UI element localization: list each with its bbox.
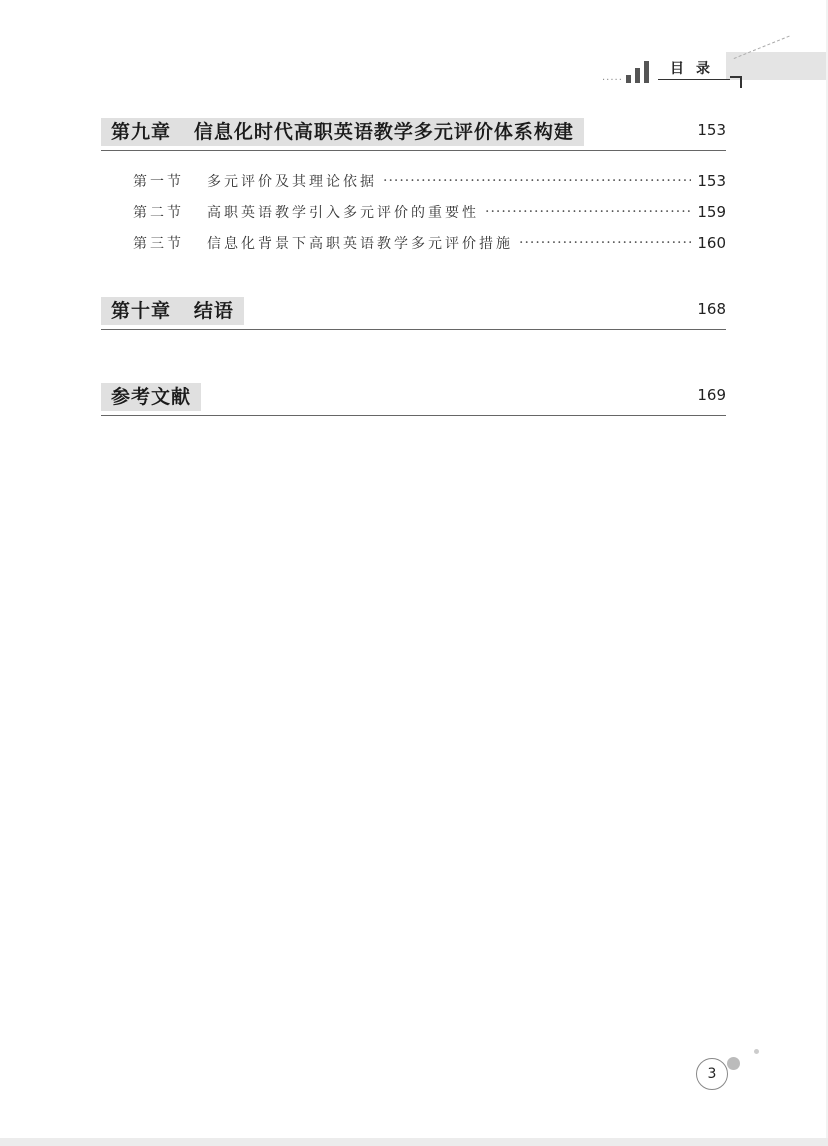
page-number: 3 [696, 1058, 728, 1090]
toc-section-1[interactable] [133, 170, 726, 192]
section-title: 信息化背景下高职英语教学多元评价措施 [207, 236, 513, 252]
header-bar-3 [644, 61, 649, 83]
folio-decoration-dot [727, 1057, 740, 1070]
header-corner-hook [730, 76, 742, 88]
page-bottom-edge [0, 1138, 828, 1146]
section-title: 多元评价及其理论依据 [207, 174, 377, 190]
toc-section-2[interactable] [133, 201, 726, 223]
toc-section-3[interactable] [133, 232, 726, 254]
dot-leader [485, 204, 691, 220]
header-bar-1 [626, 75, 631, 83]
section-page-number: 160 [697, 234, 726, 252]
toc-references[interactable] [101, 383, 726, 416]
chapter-title: 参考文献 [101, 383, 201, 411]
header-dot-leader: ..... [602, 72, 623, 83]
dot-leader [383, 173, 691, 189]
section-page-number: 153 [697, 172, 726, 190]
toc-chapter-10[interactable] [101, 297, 726, 330]
chapter-title: 第九章 信息化时代高职英语教学多元评价体系构建 [101, 118, 584, 146]
section-number: 第一节 [133, 174, 184, 190]
chapter-page-number: 169 [697, 386, 726, 404]
chapter-page-number: 153 [697, 121, 726, 139]
section-number: 第三节 [133, 236, 184, 252]
running-header [598, 48, 828, 96]
section-title: 高职英语教学引入多元评价的重要性 [207, 205, 479, 221]
chapter-page-number: 168 [697, 300, 726, 318]
chapter-title: 第十章 结语 [101, 297, 244, 325]
section-number: 第二节 [133, 205, 184, 221]
toc-chapter-9[interactable] [101, 118, 726, 151]
folio-decoration-dot-small [754, 1049, 759, 1054]
dot-leader [519, 235, 691, 251]
header-underline [658, 79, 730, 80]
header-bar-2 [635, 68, 640, 83]
section-page-number: 159 [697, 203, 726, 221]
header-title: 目录 [670, 61, 722, 77]
